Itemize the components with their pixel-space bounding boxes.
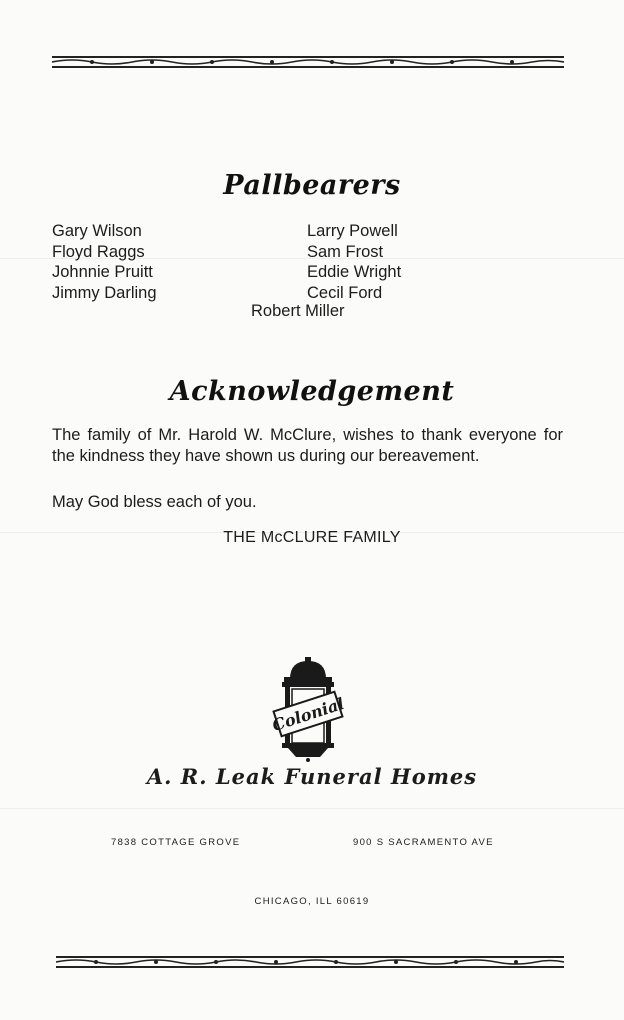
colonial-lantern-logo bbox=[268, 657, 348, 762]
acknowledgement-body: The family of Mr. Harold W. McClure, wishes to thank everyone for the kindness they have shown us during our bereavement. bbox=[52, 426, 563, 465]
pallbearers-heading: Pallbearers bbox=[223, 170, 401, 201]
address-cottage-grove: 7838 COTTAGE GROVE bbox=[111, 837, 241, 848]
pallbearers-left-column bbox=[52, 221, 157, 303]
pallbearer-name: Johnnie Pruitt bbox=[52, 263, 153, 281]
pallbearer-name: Gary Wilson bbox=[52, 222, 142, 240]
family-signature: THE McCLURE FAMILY bbox=[223, 529, 401, 546]
acknowledgement-heading: Acknowledgement bbox=[169, 376, 455, 407]
address-sacramento: 900 S SACRAMENTO AVE bbox=[353, 837, 494, 848]
paper-fold-line bbox=[0, 808, 624, 809]
address-city: CHICAGO, ILL 60619 bbox=[254, 896, 370, 907]
funeral-home-name: A. R. Leak Funeral Homes bbox=[146, 764, 478, 789]
acknowledgement-blessing: May God bless each of you. bbox=[52, 493, 257, 511]
pallbearer-name: Floyd Raggs bbox=[52, 242, 145, 261]
pallbearers-right-column bbox=[307, 221, 401, 303]
colonial-logo-text: Colonial bbox=[269, 693, 347, 735]
pallbearer-name: Larry Powell bbox=[307, 222, 398, 240]
pallbearer-name: Cecil Ford bbox=[307, 283, 383, 302]
top-ornamental-border bbox=[52, 55, 564, 69]
pallbearer-name: Sam Frost bbox=[307, 242, 384, 261]
pallbearer-name: Eddie Wright bbox=[307, 263, 402, 281]
bottom-ornamental-border bbox=[56, 955, 564, 969]
pallbearer-center-name: Robert Miller bbox=[251, 302, 345, 320]
pallbearer-name: Jimmy Darling bbox=[52, 283, 157, 302]
